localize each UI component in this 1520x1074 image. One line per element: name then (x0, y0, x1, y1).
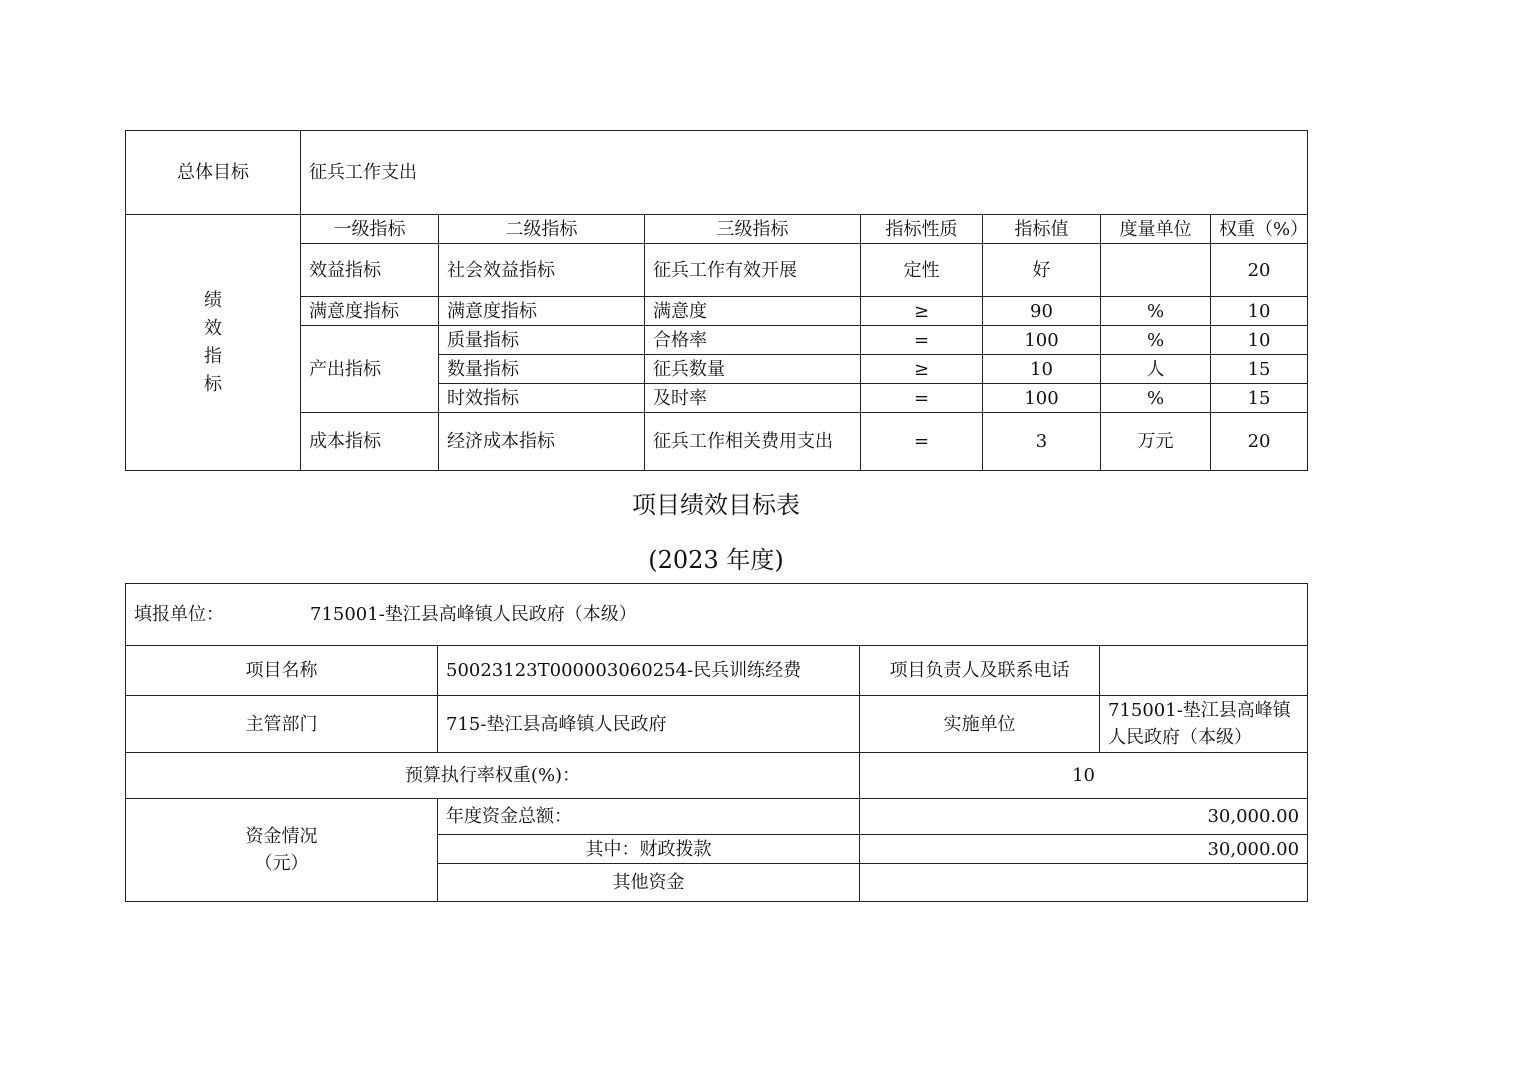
project-name-label: 项目名称 (126, 646, 438, 696)
cell-unit: 人 (1101, 355, 1211, 384)
fiscal-label: 其中：财政拨款 (438, 835, 860, 864)
contact-value (1100, 646, 1308, 696)
table-row (126, 244, 1308, 297)
cell-value: 100 (983, 384, 1101, 413)
cell-level2: 时效指标 (439, 384, 645, 413)
project-name-value: 50023123T000003060254-民兵训练经费 (438, 646, 860, 696)
dept-value: 715-垫江县高峰镇人民政府 (438, 696, 860, 753)
page-subtitle-year: (2023 年度) (648, 546, 784, 574)
indicators-label-char: 标 (204, 373, 222, 395)
header-value: 指标值 (983, 215, 1101, 244)
indicators-label (126, 215, 301, 471)
funds-label: 资金情况 (245, 826, 318, 847)
cell-level2: 数量指标 (439, 355, 645, 384)
header-level2: 二级指标 (439, 215, 645, 244)
indicators-label-char: 指 (204, 345, 222, 367)
reporting-unit (126, 584, 1308, 646)
cell-nature: ≥ (861, 355, 983, 384)
header-unit: 度量单位 (1101, 215, 1211, 244)
overall-goal-label: 总体目标 (126, 131, 301, 215)
cell-unit: 万元 (1101, 413, 1211, 471)
cell-level1: 成本指标 (301, 413, 439, 471)
table-row (126, 413, 1308, 471)
cell-level3: 满意度 (645, 297, 861, 326)
cell-level3: 征兵工作有效开展 (645, 244, 861, 297)
cell-level1: 产出指标 (301, 326, 439, 413)
cell-level2: 经济成本指标 (439, 413, 645, 471)
table-row (126, 326, 1308, 355)
cell-unit: % (1101, 384, 1211, 413)
funds-label-cell (126, 799, 438, 902)
other-funds-value (860, 864, 1308, 902)
other-funds-label: 其他资金 (438, 864, 860, 902)
cell-value: 10 (983, 355, 1101, 384)
cell-level1: 满意度指标 (301, 297, 439, 326)
cell-nature: ≥ (861, 297, 983, 326)
cell-value: 好 (983, 244, 1101, 297)
overall-goal-value: 征兵工作支出 (301, 131, 1308, 215)
dept-label: 主管部门 (126, 696, 438, 753)
cell-level2: 满意度指标 (439, 297, 645, 326)
annual-total-value: 30,000.00 (860, 799, 1308, 835)
header-level1: 一级指标 (301, 215, 439, 244)
cell-weight: 15 (1211, 384, 1308, 413)
cell-level1: 效益指标 (301, 244, 439, 297)
performance-indicator-table (125, 130, 1308, 471)
cell-level3: 征兵数量 (645, 355, 861, 384)
indicators-label-char: 效 (204, 317, 222, 339)
cell-nature: = (861, 413, 983, 471)
cell-value: 90 (983, 297, 1101, 326)
cell-nature: 定性 (861, 244, 983, 297)
budget-rate-label: 预算执行率权重(%)： (126, 753, 860, 799)
cell-level3: 征兵工作相关费用支出 (645, 413, 861, 471)
cell-weight: 15 (1211, 355, 1308, 384)
project-info-table (125, 583, 1308, 902)
cell-unit: % (1101, 326, 1211, 355)
funds-unit: （元） (254, 853, 309, 874)
impl-unit-value: 715001-垫江县高峰镇人民政府（本级） (1100, 696, 1308, 753)
cell-level2: 质量指标 (439, 326, 645, 355)
cell-weight: 10 (1211, 297, 1308, 326)
reporting-unit-label: 填报单位： (134, 604, 224, 625)
cell-level2: 社会效益指标 (439, 244, 645, 297)
table-row (126, 297, 1308, 326)
cell-weight: 10 (1211, 326, 1308, 355)
header-level3: 三级指标 (645, 215, 861, 244)
indicators-label-char: 绩 (204, 289, 222, 311)
cell-unit (1101, 244, 1211, 297)
cell-weight: 20 (1211, 413, 1308, 471)
cell-unit: % (1101, 297, 1211, 326)
cell-level3: 合格率 (645, 326, 861, 355)
cell-nature: = (861, 384, 983, 413)
cell-value: 3 (983, 413, 1101, 471)
cell-level3: 及时率 (645, 384, 861, 413)
page-title: 项目绩效目标表 (632, 491, 800, 519)
header-weight: 权重（%） (1211, 215, 1308, 244)
cell-weight: 20 (1211, 244, 1308, 297)
cell-nature: = (861, 326, 983, 355)
contact-label: 项目负责人及联系电话 (860, 646, 1100, 696)
fiscal-value: 30,000.00 (860, 835, 1308, 864)
budget-rate-value: 10 (860, 753, 1308, 799)
cell-value: 100 (983, 326, 1101, 355)
impl-unit-label: 实施单位 (860, 696, 1100, 753)
header-nature: 指标性质 (861, 215, 983, 244)
annual-total-label: 年度资金总额： (438, 799, 860, 835)
reporting-unit-value: 715001-垫江县高峰镇人民政府（本级） (310, 604, 637, 625)
